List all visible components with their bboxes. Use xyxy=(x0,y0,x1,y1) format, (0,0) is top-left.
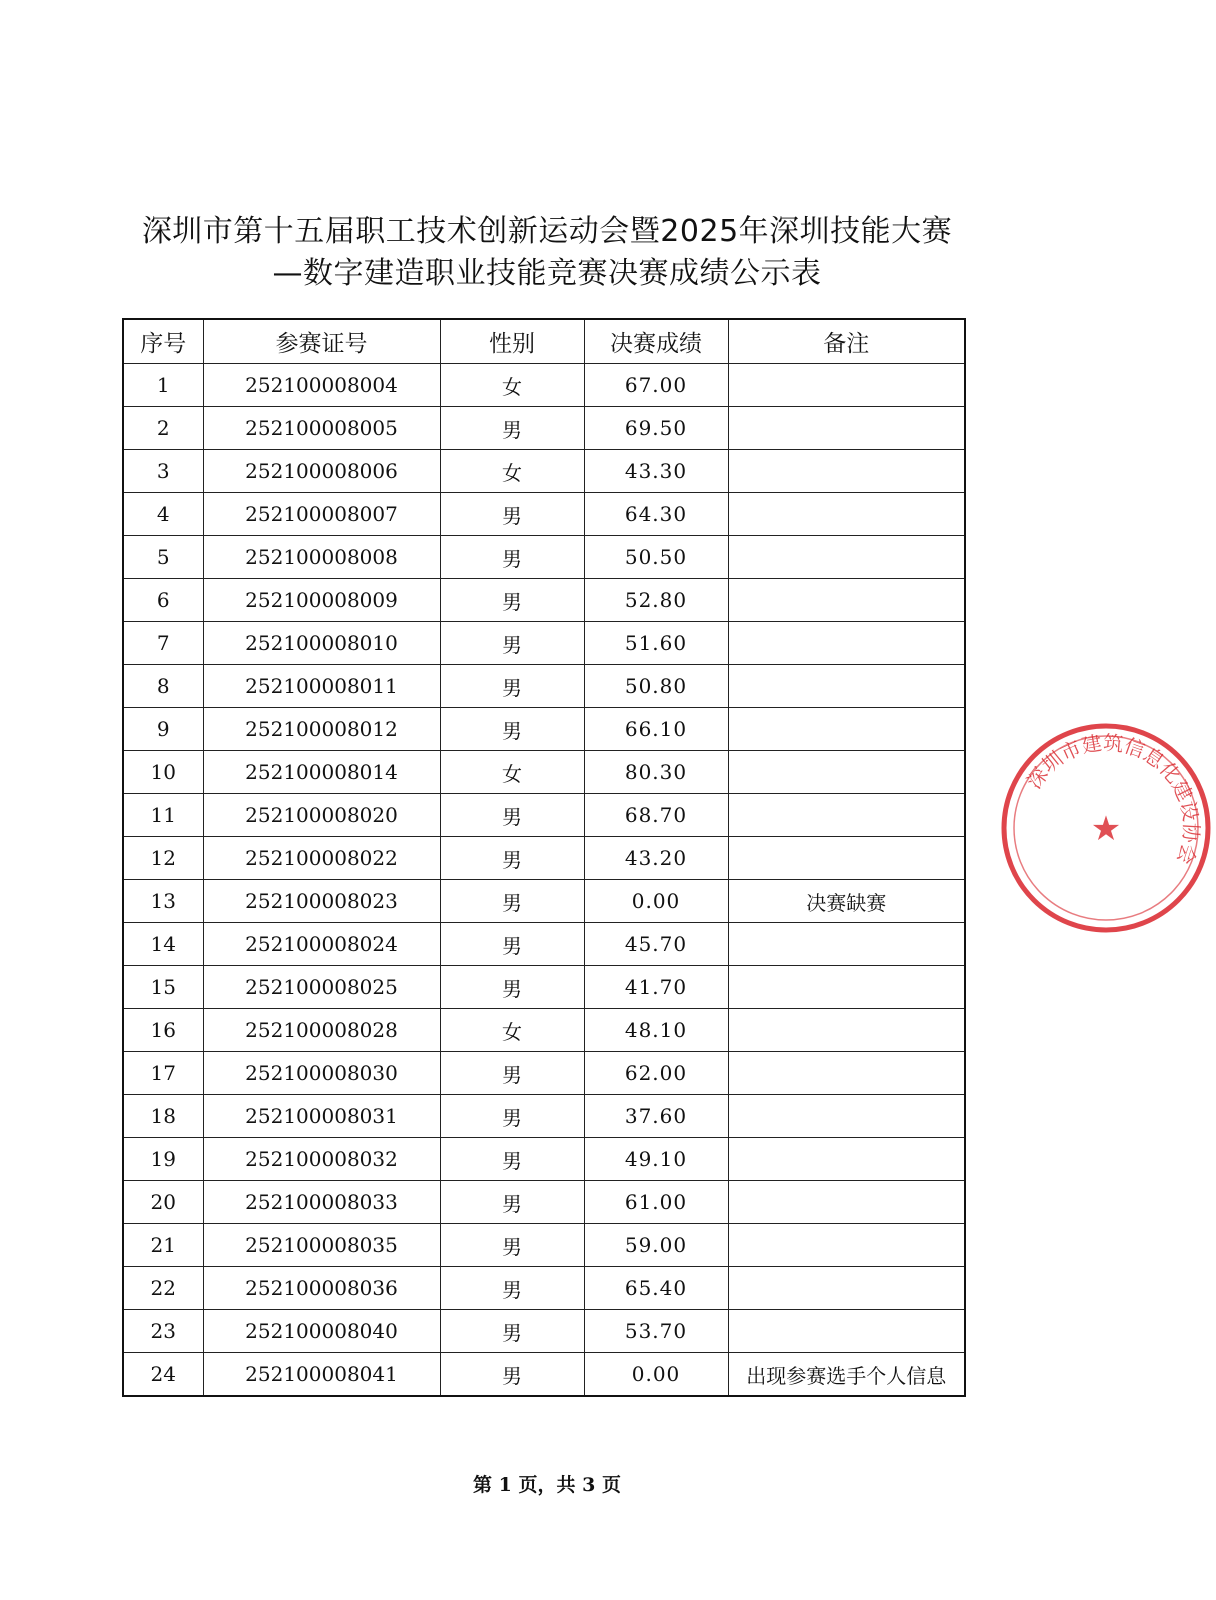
cell-id: 252100008036 xyxy=(203,1267,440,1310)
cell-score: 53.70 xyxy=(584,1310,728,1353)
cell-id: 252100008014 xyxy=(203,751,440,794)
cell-id: 252100008022 xyxy=(203,837,440,880)
cell-id: 252100008023 xyxy=(203,880,440,923)
cell-no: 1 xyxy=(123,364,203,407)
cell-id: 252100008031 xyxy=(203,1095,440,1138)
cell-remark xyxy=(728,923,965,966)
cell-no: 11 xyxy=(123,794,203,837)
cell-score: 61.00 xyxy=(584,1181,728,1224)
cell-no: 3 xyxy=(123,450,203,493)
header-score: 决赛成绩 xyxy=(584,319,728,364)
table-row xyxy=(123,1224,965,1267)
cell-remark xyxy=(728,966,965,1009)
cell-gender: 男 xyxy=(440,1267,584,1310)
cell-id: 252100008009 xyxy=(203,579,440,622)
cell-id: 252100008010 xyxy=(203,622,440,665)
cell-id: 252100008028 xyxy=(203,1009,440,1052)
table-row xyxy=(123,579,965,622)
cell-remark: 决赛缺赛 xyxy=(728,880,965,923)
cell-score: 48.10 xyxy=(584,1009,728,1052)
cell-no: 24 xyxy=(123,1353,203,1397)
table-row xyxy=(123,794,965,837)
cell-no: 2 xyxy=(123,407,203,450)
table-row xyxy=(123,1310,965,1353)
cell-score: 43.30 xyxy=(584,450,728,493)
cell-gender: 男 xyxy=(440,1353,584,1397)
cell-no: 5 xyxy=(123,536,203,579)
cell-no: 19 xyxy=(123,1138,203,1181)
cell-remark xyxy=(728,579,965,622)
table-row xyxy=(123,450,965,493)
cell-remark xyxy=(728,1138,965,1181)
table-row xyxy=(123,536,965,579)
cell-gender: 女 xyxy=(440,364,584,407)
cell-remark xyxy=(728,622,965,665)
cell-gender: 男 xyxy=(440,1138,584,1181)
cell-score: 66.10 xyxy=(584,708,728,751)
cell-id: 252100008006 xyxy=(203,450,440,493)
cell-gender: 男 xyxy=(440,880,584,923)
table-row xyxy=(123,708,965,751)
seal-text: 深圳市建筑信息化建设协会 xyxy=(1021,730,1204,868)
cell-no: 16 xyxy=(123,1009,203,1052)
table-row xyxy=(123,966,965,1009)
cell-gender: 女 xyxy=(440,751,584,794)
cell-score: 52.80 xyxy=(584,579,728,622)
cell-gender: 男 xyxy=(440,1224,584,1267)
header-remark: 备注 xyxy=(728,319,965,364)
cell-id: 252100008032 xyxy=(203,1138,440,1181)
cell-no: 7 xyxy=(123,622,203,665)
cell-gender: 女 xyxy=(440,1009,584,1052)
cell-id: 252100008024 xyxy=(203,923,440,966)
cell-gender: 男 xyxy=(440,407,584,450)
official-seal xyxy=(996,718,1216,938)
cell-score: 50.80 xyxy=(584,665,728,708)
cell-remark xyxy=(728,665,965,708)
cell-score: 80.30 xyxy=(584,751,728,794)
cell-score: 43.20 xyxy=(584,837,728,880)
document-title-line-2: —数字建造职业技能竞赛决赛成绩公示表 xyxy=(272,256,822,291)
cell-remark xyxy=(728,364,965,407)
cell-id: 252100008007 xyxy=(203,493,440,536)
header-gender: 性别 xyxy=(440,319,584,364)
cell-gender: 男 xyxy=(440,966,584,1009)
cell-no: 13 xyxy=(123,880,203,923)
cell-id: 252100008004 xyxy=(203,364,440,407)
table-row xyxy=(123,751,965,794)
table-row xyxy=(123,1353,965,1397)
table-row xyxy=(123,1267,965,1310)
cell-no: 6 xyxy=(123,579,203,622)
cell-gender: 男 xyxy=(440,1095,584,1138)
cell-id: 252100008020 xyxy=(203,794,440,837)
cell-no: 20 xyxy=(123,1181,203,1224)
cell-score: 50.50 xyxy=(584,536,728,579)
cell-gender: 男 xyxy=(440,536,584,579)
cell-remark xyxy=(728,1009,965,1052)
cell-remark xyxy=(728,407,965,450)
cell-remark: 出现参赛选手个人信息 xyxy=(728,1353,965,1397)
cell-remark xyxy=(728,751,965,794)
cell-no: 15 xyxy=(123,966,203,1009)
cell-remark xyxy=(728,837,965,880)
cell-id: 252100008012 xyxy=(203,708,440,751)
cell-no: 17 xyxy=(123,1052,203,1095)
cell-score: 59.00 xyxy=(584,1224,728,1267)
cell-id: 252100008005 xyxy=(203,407,440,450)
cell-score: 69.50 xyxy=(584,407,728,450)
cell-no: 10 xyxy=(123,751,203,794)
cell-gender: 男 xyxy=(440,837,584,880)
cell-score: 68.70 xyxy=(584,794,728,837)
cell-no: 22 xyxy=(123,1267,203,1310)
table-row xyxy=(123,923,965,966)
cell-gender: 男 xyxy=(440,622,584,665)
cell-gender: 男 xyxy=(440,794,584,837)
cell-score: 45.70 xyxy=(584,923,728,966)
table-row xyxy=(123,407,965,450)
cell-score: 49.10 xyxy=(584,1138,728,1181)
table-body xyxy=(123,364,965,1397)
cell-score: 51.60 xyxy=(584,622,728,665)
cell-remark xyxy=(728,708,965,751)
document-title-line-1: 深圳市第十五届职工技术创新运动会暨2025年深圳技能大赛 xyxy=(141,214,953,249)
cell-score: 65.40 xyxy=(584,1267,728,1310)
table-row xyxy=(123,364,965,407)
cell-score: 62.00 xyxy=(584,1052,728,1095)
cell-remark xyxy=(728,493,965,536)
cell-no: 4 xyxy=(123,493,203,536)
cell-remark xyxy=(728,1052,965,1095)
cell-remark xyxy=(728,1267,965,1310)
cell-score: 41.70 xyxy=(584,966,728,1009)
cell-gender: 男 xyxy=(440,1310,584,1353)
cell-remark xyxy=(728,450,965,493)
cell-id: 252100008008 xyxy=(203,536,440,579)
table-row xyxy=(123,1138,965,1181)
cell-gender: 女 xyxy=(440,450,584,493)
cell-remark xyxy=(728,794,965,837)
cell-remark xyxy=(728,1310,965,1353)
table-row xyxy=(123,622,965,665)
cell-gender: 男 xyxy=(440,493,584,536)
cell-id: 252100008040 xyxy=(203,1310,440,1353)
table-row xyxy=(123,1052,965,1095)
header-no: 序号 xyxy=(123,319,203,364)
cell-id: 252100008041 xyxy=(203,1353,440,1397)
cell-remark xyxy=(728,1181,965,1224)
cell-remark xyxy=(728,536,965,579)
cell-id: 252100008035 xyxy=(203,1224,440,1267)
cell-id: 252100008025 xyxy=(203,966,440,1009)
page-number: 第 1 页，共 3 页 xyxy=(473,1474,621,1496)
cell-no: 9 xyxy=(123,708,203,751)
cell-gender: 男 xyxy=(440,665,584,708)
cell-remark xyxy=(728,1224,965,1267)
table-row xyxy=(123,665,965,708)
table-row xyxy=(123,493,965,536)
table-row xyxy=(123,1181,965,1224)
cell-score: 0.00 xyxy=(584,880,728,923)
table-row xyxy=(123,1095,965,1138)
cell-gender: 男 xyxy=(440,1181,584,1224)
cell-gender: 男 xyxy=(440,923,584,966)
cell-id: 252100008011 xyxy=(203,665,440,708)
cell-no: 14 xyxy=(123,923,203,966)
cell-score: 67.00 xyxy=(584,364,728,407)
cell-id: 252100008030 xyxy=(203,1052,440,1095)
header-id: 参赛证号 xyxy=(203,319,440,364)
cell-id: 252100008033 xyxy=(203,1181,440,1224)
cell-score: 0.00 xyxy=(584,1353,728,1397)
results-table xyxy=(122,318,966,1397)
cell-no: 12 xyxy=(123,837,203,880)
seal-star-icon: ★ xyxy=(1090,809,1122,849)
table-row xyxy=(123,837,965,880)
cell-no: 8 xyxy=(123,665,203,708)
cell-no: 21 xyxy=(123,1224,203,1267)
cell-score: 37.60 xyxy=(584,1095,728,1138)
cell-gender: 男 xyxy=(440,708,584,751)
cell-no: 18 xyxy=(123,1095,203,1138)
table-header-row xyxy=(123,319,965,364)
table-row xyxy=(123,880,965,923)
table-row xyxy=(123,1009,965,1052)
cell-gender: 男 xyxy=(440,579,584,622)
cell-score: 64.30 xyxy=(584,493,728,536)
cell-gender: 男 xyxy=(440,1052,584,1095)
cell-no: 23 xyxy=(123,1310,203,1353)
cell-remark xyxy=(728,1095,965,1138)
